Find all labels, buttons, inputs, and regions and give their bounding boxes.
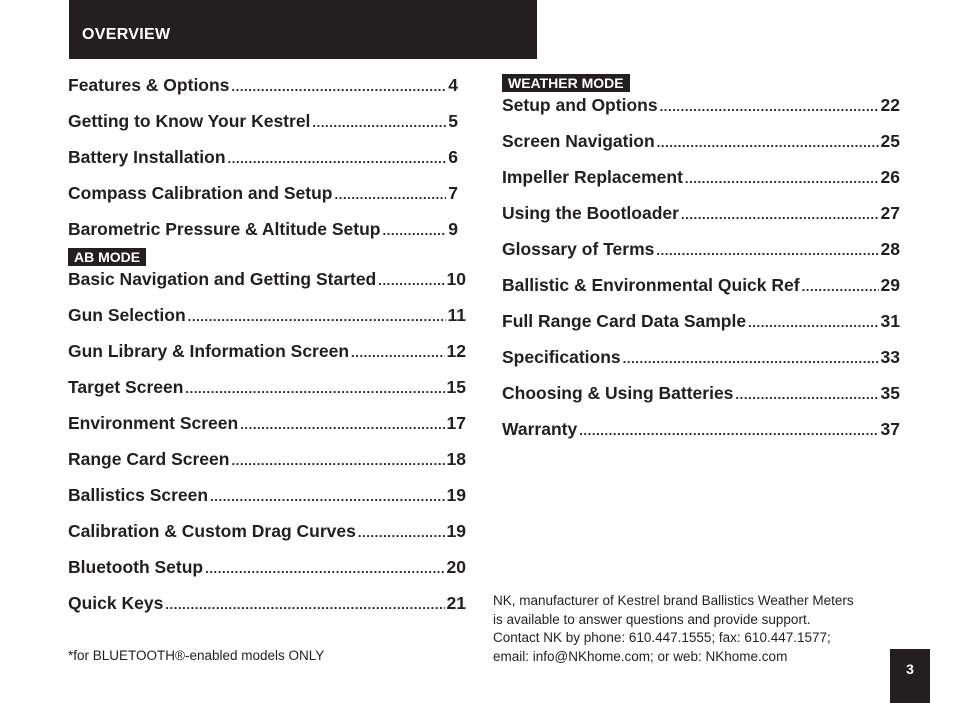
toc-entry-title: Calibration & Custom Drag Curves [68, 521, 356, 541]
toc-leader-dots [579, 420, 878, 442]
toc-leader-dots [657, 132, 879, 154]
toc-entry[interactable] [68, 110, 466, 146]
toc-entry-page: 28 [880, 239, 900, 259]
toc-entry[interactable] [68, 74, 466, 110]
toc-entry-title: Bluetooth Setup [68, 557, 204, 577]
toc-entry-title: Using the Bootloader [502, 203, 679, 223]
toc-entry-page: 27 [880, 203, 900, 223]
toc-entry[interactable] [502, 166, 900, 202]
toc-entry[interactable] [502, 382, 900, 418]
toc-entry-page: 10 [446, 269, 466, 289]
toc-entry-page: 4 [448, 75, 458, 95]
toc-entry-page: 33 [880, 347, 900, 367]
toc-leader-dots [660, 96, 879, 118]
toc-entry-page: 17 [446, 413, 466, 433]
contact-line: Contact NK by phone: 610.447.1555; fax: 610.447.1577; [493, 630, 831, 645]
toc-entry-title: Battery Installation [68, 147, 226, 167]
toc-entry-page: 19 [446, 521, 466, 541]
toc-entry-page: 25 [880, 131, 900, 151]
toc-entry[interactable] [68, 376, 466, 412]
toc-entry[interactable] [502, 274, 900, 310]
toc-entry[interactable] [68, 520, 466, 556]
toc-entry-title: Gun Selection [68, 305, 186, 325]
toc-leader-dots [312, 112, 446, 134]
toc-entry[interactable] [68, 182, 466, 218]
toc-entry-title: Quick Keys [68, 593, 164, 613]
toc-entry-title: Setup and Options [502, 95, 658, 115]
toc-entry-title: Range Card Screen [68, 449, 230, 469]
toc-entry[interactable] [68, 556, 466, 592]
toc-leader-dots [623, 348, 879, 370]
toc-leader-dots [228, 148, 447, 170]
toc-entry-title: Ballistic & Environmental Quick Ref [502, 275, 800, 295]
toc-entry-title: Compass Calibration and Setup [68, 183, 333, 203]
toc-entry-page: 6 [448, 147, 458, 167]
contact-line: is available to answer questions and provide support. [493, 611, 811, 627]
toc-entry[interactable] [68, 412, 466, 448]
toc-entry-page: 15 [446, 377, 466, 397]
toc-leader-dots [351, 342, 445, 364]
overview-header-bar [69, 0, 537, 59]
toc-ab-mode-group [68, 268, 466, 628]
toc-entry-page: 22 [880, 95, 900, 115]
toc-entry-page: 7 [448, 183, 458, 203]
toc-entry[interactable] [68, 218, 466, 248]
bluetooth-footnote: *for BLUETOOTH®-enabled models ONLY [68, 648, 325, 663]
toc-entry-title: Specifications [502, 347, 621, 367]
toc-leader-dots [334, 184, 446, 206]
toc-entry-title: Barometric Pressure & Altitude Setup [68, 219, 381, 239]
toc-entry[interactable] [68, 268, 466, 304]
toc-entry-title: Ballistics Screen [68, 485, 209, 505]
toc-entry-page: 20 [446, 557, 466, 577]
toc-entry-title: Warranty [502, 419, 578, 439]
toc-entry-page: 9 [448, 219, 458, 239]
toc-entry-title: Environment Screen [68, 413, 239, 433]
toc-entry[interactable] [502, 202, 900, 238]
toc-leader-dots [681, 204, 879, 226]
page-number-tab [890, 649, 930, 703]
toc-leader-dots [240, 414, 444, 436]
toc-leader-dots [748, 312, 878, 334]
toc-entry[interactable] [68, 340, 466, 376]
toc-entry[interactable] [68, 304, 466, 340]
toc-leader-dots [656, 240, 878, 262]
toc-leader-dots [210, 486, 444, 508]
toc-leader-dots [735, 384, 878, 406]
toc-entry-title: Screen Navigation [502, 131, 655, 151]
toc-entry[interactable] [68, 448, 466, 484]
toc-entry-page: 11 [447, 305, 466, 325]
toc-leader-dots [685, 168, 879, 190]
toc-entry-page: 29 [880, 275, 900, 295]
toc-right-column [502, 74, 900, 454]
toc-entry[interactable] [502, 238, 900, 274]
toc-entry[interactable] [68, 484, 466, 520]
toc-entry-page: 26 [880, 167, 900, 187]
toc-leader-dots [378, 270, 444, 292]
contact-info [493, 592, 893, 666]
contact-line: NK, manufacturer of Kestrel brand Ballistics Weather Meters [493, 593, 854, 608]
section-label-weather-mode: WEATHER MODE [502, 74, 630, 92]
contact-line: email: info@NKhome.com; or web: NKhome.com [493, 648, 788, 664]
toc-entry-title: Getting to Know Your Kestrel [68, 111, 311, 131]
toc-entry-page: 18 [446, 449, 466, 469]
toc-entry[interactable] [502, 94, 900, 130]
toc-entry-page: 37 [880, 419, 900, 439]
toc-leader-dots [165, 594, 444, 616]
toc-weather-mode-group [502, 94, 900, 454]
toc-leader-dots [383, 220, 447, 242]
toc-entry-page: 5 [448, 111, 458, 131]
toc-entry[interactable] [68, 146, 466, 182]
toc-leader-dots [231, 76, 446, 98]
toc-leader-dots [358, 522, 445, 544]
toc-leader-dots [231, 450, 444, 472]
toc-entry-page: 35 [880, 383, 900, 403]
toc-entry-page: 21 [446, 593, 466, 613]
toc-entry-title: Full Range Card Data Sample [502, 311, 747, 331]
toc-entry-title: Gun Library & Information Screen [68, 341, 350, 361]
toc-entry-title: Features & Options [68, 75, 230, 95]
toc-entry[interactable] [502, 346, 900, 382]
toc-entry-title: Glossary of Terms [502, 239, 655, 259]
toc-entry[interactable] [502, 310, 900, 346]
toc-entry-page: 31 [880, 311, 900, 331]
toc-entry-page: 12 [446, 341, 466, 361]
toc-leader-dots [205, 558, 444, 580]
toc-entry-page: 19 [446, 485, 466, 505]
page-number: 3 [906, 661, 914, 677]
toc-entry[interactable] [502, 130, 900, 166]
toc-entry-title: Target Screen [68, 377, 184, 397]
toc-leader-dots [802, 276, 879, 298]
section-label-ab-mode: AB MODE [68, 248, 146, 266]
toc-leader-dots [185, 378, 444, 400]
toc-leader-dots [188, 306, 446, 328]
toc-entry[interactable] [502, 418, 900, 454]
toc-entry[interactable] [68, 592, 466, 628]
toc-general-group [68, 74, 466, 248]
toc-left-column [68, 74, 466, 628]
overview-title: OVERVIEW [82, 26, 171, 43]
toc-entry-title: Basic Navigation and Getting Started [68, 269, 377, 289]
toc-entry-title: Impeller Replacement [502, 167, 683, 187]
toc-entry-title: Choosing & Using Batteries [502, 383, 734, 403]
